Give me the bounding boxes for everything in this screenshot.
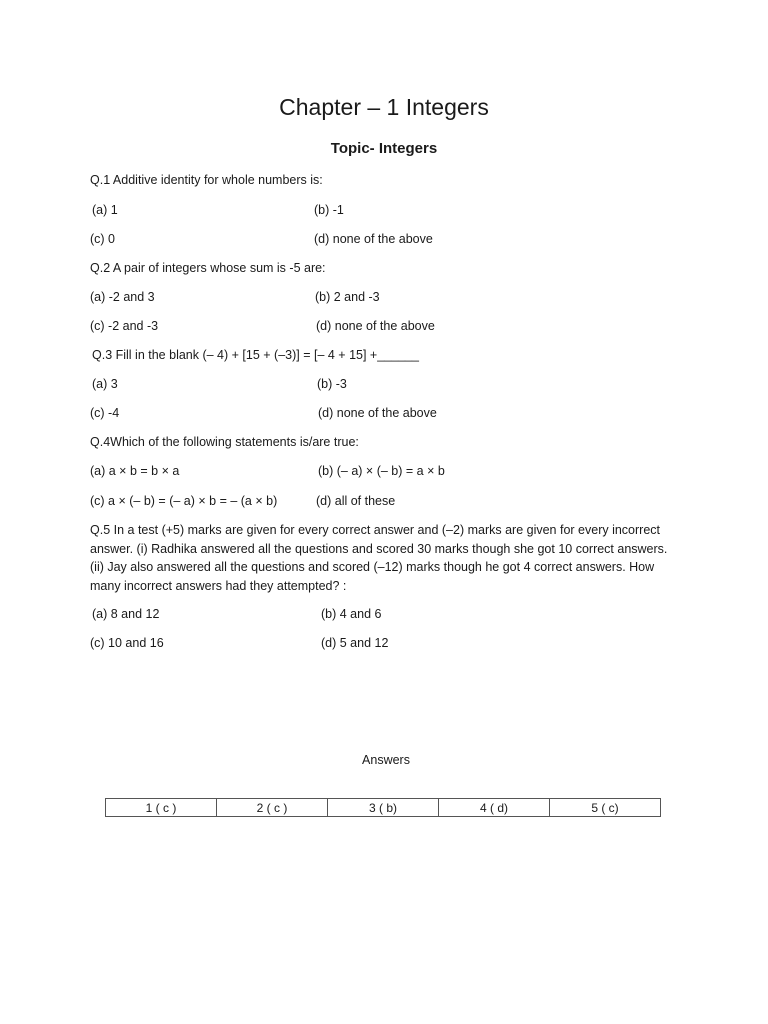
question-1-option-d: (d) none of the above [314,232,433,246]
question-1-option-b: (b) -1 [314,203,344,217]
question-2-option-b: (b) 2 and -3 [315,290,380,304]
question-4-option-c: (c) a × (– b) = (– a) × b = – (a × b) [90,494,278,508]
question-3-option-d: (d) none of the above [318,406,437,420]
answer-cell-4: 4 ( d) [439,799,550,817]
answer-cell-5: 5 ( c) [550,799,661,817]
question-4-text: Q.4Which of the following statements is/are true: [90,435,359,449]
question-5-option-b: (b) 4 and 6 [321,607,382,621]
answers-row [106,799,661,817]
question-5-text: Q.5 In a test (+5) marks are given for every correct answer and (–2) marks are given for every incorrect answer. (i) Radhika answered all the questions and scored 30 marks though she got 10 correct answers. (ii) Jay also answered all the questions and scored (–12) marks though he got 4 correct answers. How many incorrect answers had they attempted? : [90,523,668,593]
question-4-option-d: (d) all of these [316,494,396,508]
question-1-text: Q.1 Additive identity for whole numbers is: [90,173,323,187]
page-subtitle: Topic- Integers [330,140,438,157]
question-3-option-c: (c) -4 [90,406,120,420]
question-1-option-a: (a) 1 [92,203,118,217]
answer-cell-1: 1 ( c ) [106,799,217,817]
page-title: Chapter – 1 Integers [279,94,489,120]
question-5-option-d: (d) 5 and 12 [321,636,389,650]
question-3-option-b: (b) -3 [317,377,347,391]
question-3-option-a: (a) 3 [92,377,118,391]
question-3-text: Q.3 Fill in the blank (– 4) + [15 + (–3)] = [– 4 + 15] +______ [92,348,419,362]
answer-cell-3: 3 ( b) [328,799,439,817]
question-4-option-a: (a) a × b = b × a [90,464,180,478]
answers-heading: Answers [362,753,410,767]
answer-cell-2: 2 ( c ) [217,799,328,817]
question-1-option-c: (c) 0 [90,232,115,246]
question-2-text: Q.2 A pair of integers whose sum is -5 are: [90,261,326,275]
question-4-option-b: (b) (– a) × (– b) = a × b [318,464,445,478]
question-2-option-a: (a) -2 and 3 [90,290,155,304]
question-2-option-c: (c) -2 and -3 [90,319,159,333]
answers-table [105,798,661,817]
question-5-option-a: (a) 8 and 12 [92,607,160,621]
question-2-option-d: (d) none of the above [316,319,435,333]
question-5-option-c: (c) 10 and 16 [90,636,164,650]
